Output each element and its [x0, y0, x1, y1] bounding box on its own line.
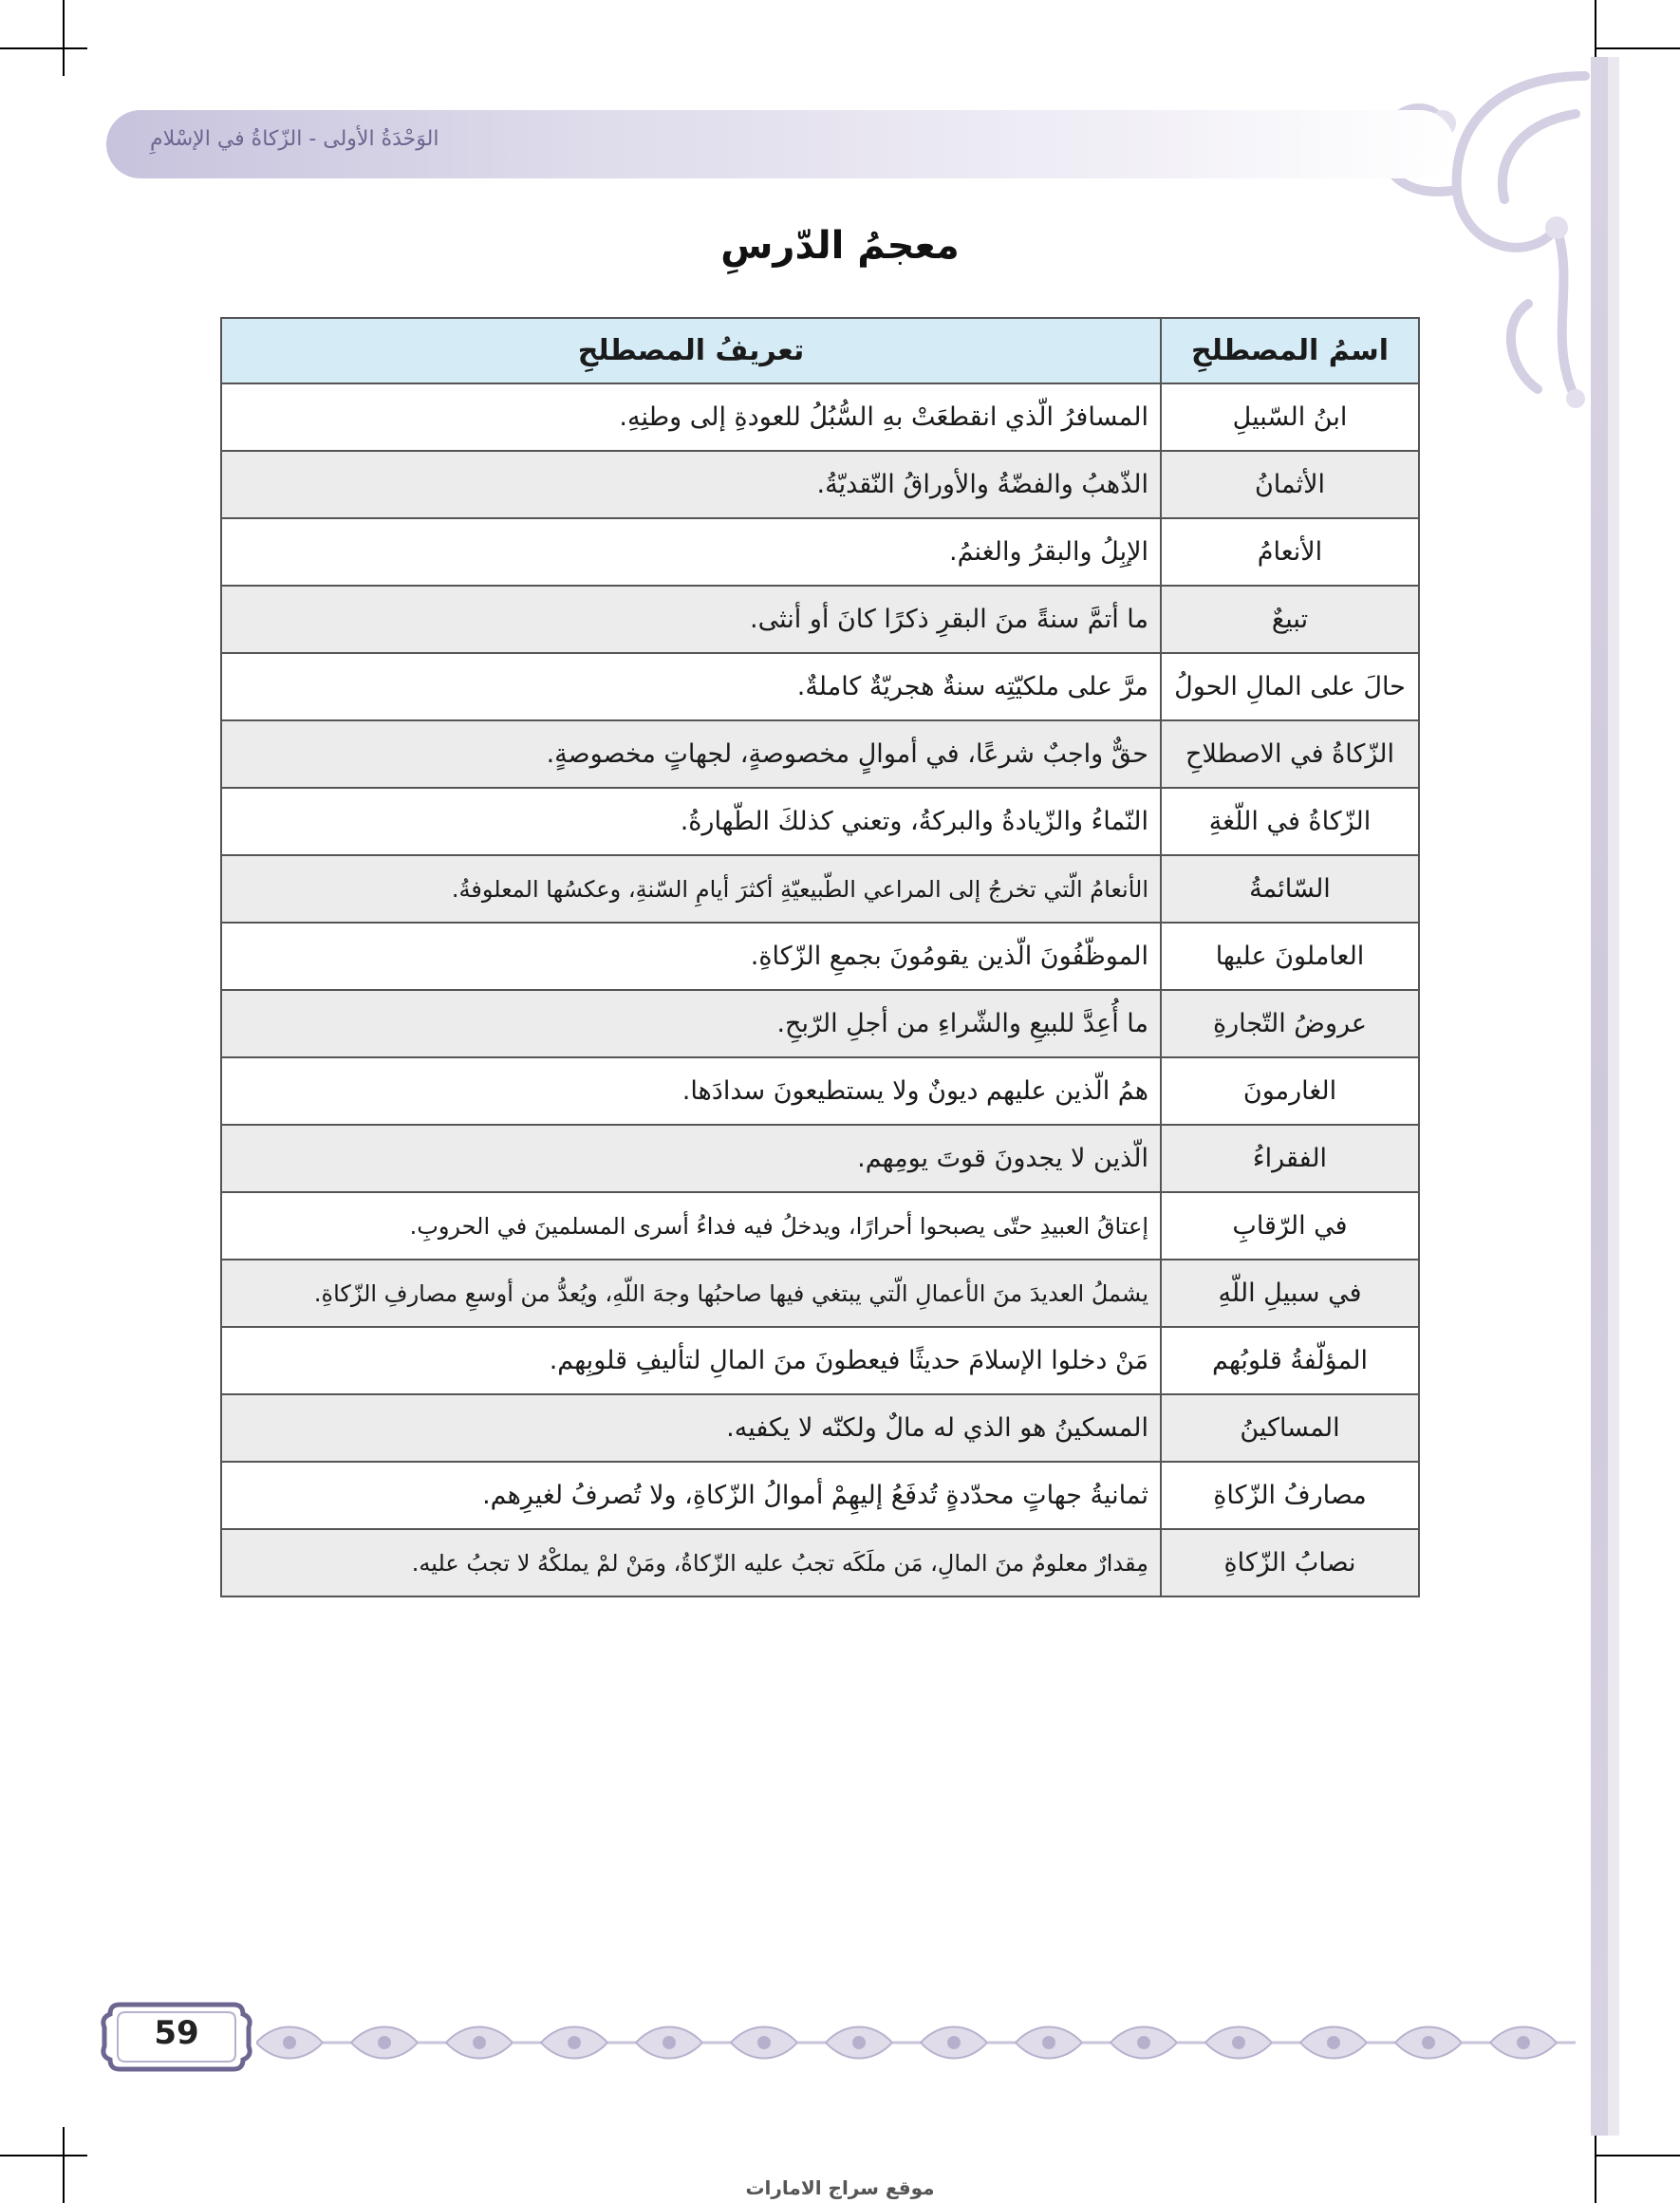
term-cell: الغارمونَ: [1161, 1057, 1419, 1125]
table-header-row: [221, 318, 1419, 383]
definition-cell: الإبِلُ والبقرُ والغنمُ.: [221, 518, 1161, 586]
table-row: [221, 451, 1419, 518]
definition-cell: الموظّفُونَ الّذين يقومُونَ بجمعِ الزّكاةِ.: [221, 923, 1161, 990]
term-cell: ابنُ السّبيلِ: [1161, 383, 1419, 451]
term-cell: الفقراءُ: [1161, 1125, 1419, 1192]
page-number: 59: [154, 2014, 199, 2052]
definition-cell: الّذين لا يجدونَ قوتَ يومِهم.: [221, 1125, 1161, 1192]
term-cell: الزّكاةُ في الاصطلاحِ: [1161, 720, 1419, 788]
definition-cell: مِقدارٌ معلومٌ منَ المالِ، مَن ملَكَه تجبُ عليه الزّكاةُ، ومَنْ لمْ يملكْهُ لا تجبُ عليه.: [221, 1529, 1161, 1596]
definition-cell: ما أُعِدَّ للبيعِ والشّراءِ من أجلِ الرّبحِ.: [221, 990, 1161, 1057]
unit-title: الوَحْدَةُ الأولى - الزّكاةُ في الإسْلامِ: [150, 127, 439, 151]
term-cell: الأنعامُ: [1161, 518, 1419, 586]
definition-cell: مَنْ دخلوا الإسلامَ حديثًا فيعطونَ منَ المالِ لتأليفِ قلوبِهم.: [221, 1327, 1161, 1394]
term-cell: في سبيلِ اللّهِ: [1161, 1260, 1419, 1327]
table-row: [221, 1529, 1419, 1596]
column-header-definition: تعريفُ المصطلحِ: [221, 318, 1161, 383]
glossary-table: [220, 317, 1420, 1597]
term-cell: الأثمانُ: [1161, 451, 1419, 518]
term-cell: في الرّقابِ: [1161, 1192, 1419, 1260]
term-cell: مصارفُ الزّكاةِ: [1161, 1462, 1419, 1529]
definition-cell: الأنعامُ الّتي تخرجُ إلى المراعي الطّبيعيّةِ أكثرَ أيامِ السّنةِ، وعكسُها المعلوفةُ.: [221, 855, 1161, 923]
table-row: [221, 1327, 1419, 1394]
term-cell: تبيعٌ: [1161, 586, 1419, 653]
table-row: [221, 518, 1419, 586]
footer-site-name: موقع سراج الامارات: [745, 2176, 935, 2199]
term-cell: العاملونَ عليها: [1161, 923, 1419, 990]
definition-cell: إعتاقُ العبيدِ حتّى يصبحوا أحرارًا، ويدخلُ فيه فداءُ أسرى المسلمينَ في الحروبِ.: [221, 1192, 1161, 1260]
crop-mark: [0, 2155, 87, 2156]
term-cell: المساكينُ: [1161, 1394, 1419, 1462]
definition-cell: مرَّ على ملكيّتِه سنةٌ هجريّةٌ كاملةٌ.: [221, 653, 1161, 720]
definition-cell: ما أتمَّ سنةً منَ البقرِ ذكرًا كانَ أو أنثى.: [221, 586, 1161, 653]
column-header-term: اسمُ المصطلحِ: [1161, 318, 1419, 383]
term-cell: عروضُ التّجارةِ: [1161, 990, 1419, 1057]
term-cell: الزّكاةُ في اللّغةِ: [1161, 788, 1419, 855]
term-cell: المؤلّفةُ قلوبُهم: [1161, 1327, 1419, 1394]
table-row: [221, 923, 1419, 990]
definition-cell: المسكينُ هو الذي له مالٌ ولكنّه لا يكفيه.: [221, 1394, 1161, 1462]
definition-cell: المسافرُ الّذي انقطعَتْ بهِ السُّبُلُ للعودةِ إلى وطنِهِ.: [221, 383, 1161, 451]
crop-mark: [63, 0, 65, 76]
table-row: [221, 1125, 1419, 1192]
table-row: [221, 1057, 1419, 1125]
footer-ornament-strip-icon: [256, 2018, 1576, 2067]
term-cell: السّائمةُ: [1161, 855, 1419, 923]
crop-mark: [1595, 47, 1680, 49]
definition-cell: يشملُ العديدَ منَ الأعمالِ الّتي يبتغي فيها صاحبُها وجهَ اللّهِ، ويُعدُّ من أوسعِ مصارفِ الزّكاةِ.: [221, 1260, 1161, 1327]
table-row: [221, 1462, 1419, 1529]
definition-cell: النّماءُ والزّيادةُ والبركةُ، وتعني كذلكَ الطّهارةُ.: [221, 788, 1161, 855]
table-row: [221, 788, 1419, 855]
table-row: [221, 653, 1419, 720]
definition-cell: ثمانيةُ جهاتٍ محدّدةٍ تُدفَعُ إليهِمْ أموالُ الزّكاةِ، ولا تُصرفُ لغيرِهم.: [221, 1462, 1161, 1529]
table-row: [221, 383, 1419, 451]
definition-cell: الذّهبُ والفضّةُ والأوراقُ النّقديّةُ.: [221, 451, 1161, 518]
crop-mark: [0, 47, 87, 49]
crop-mark: [1595, 2155, 1680, 2156]
table-row: [221, 990, 1419, 1057]
table-row: [221, 1192, 1419, 1260]
definition-cell: حقٌّ واجبٌ شرعًا، في أموالٍ مخصوصةٍ، لجهاتٍ مخصوصةٍ.: [221, 720, 1161, 788]
table-row: [221, 855, 1419, 923]
table-row: [221, 1260, 1419, 1327]
term-cell: نصابُ الزّكاةِ: [1161, 1529, 1419, 1596]
right-decorative-band-light: [1608, 57, 1619, 2136]
definition-cell: همُ الّذين عليهم ديونٌ ولا يستطيعونَ سدادَها.: [221, 1057, 1161, 1125]
page-title: معجمُ الدّرسِ: [720, 224, 960, 268]
table-row: [221, 720, 1419, 788]
term-cell: حالَ على المالِ الحولُ: [1161, 653, 1419, 720]
table-row: [221, 1394, 1419, 1462]
table-row: [221, 586, 1419, 653]
